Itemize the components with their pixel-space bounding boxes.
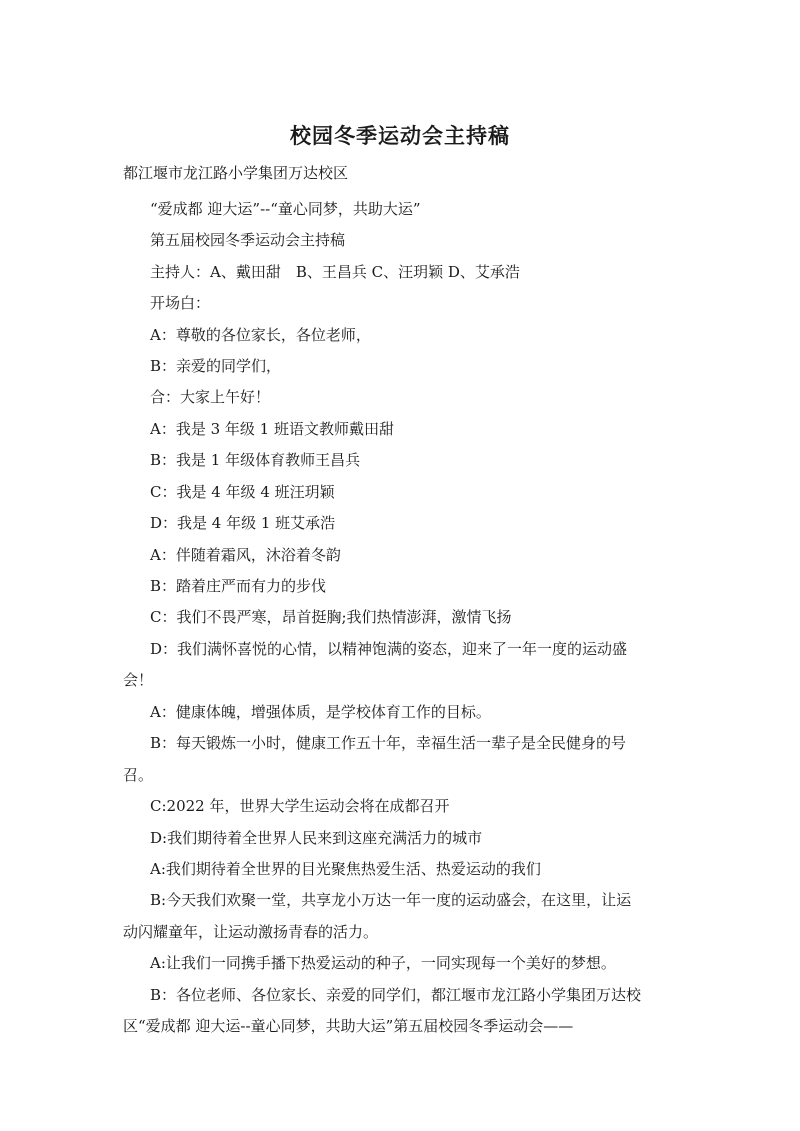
paragraph-line: A：健康体魄，增强体质，是学校体育工作的目标。 [150, 703, 491, 721]
paragraph-line: D：我是 4 年级 1 班艾承浩 [150, 514, 336, 532]
paragraph-line: B：亲爱的同学们， [150, 357, 282, 375]
paragraph-line: A：伴随着霜风，沐浴着冬韵 [150, 546, 341, 564]
paragraph-line: C:2022 年，世界大学生运动会将在成都召开 [150, 797, 450, 815]
paragraph-line: B：踏着庄严而有力的步伐 [150, 577, 327, 595]
paragraph-line: 第五届校园冬季运动会主持稿 [150, 231, 346, 249]
paragraph-line: A:我们期待着全世界的目光聚焦热爱生活、热爱运动的我们 [150, 860, 541, 878]
paragraph-line: B:今天我们欢聚一堂，共享龙小万达一年一度的运动盛会，在这里，让运 [150, 891, 632, 909]
paragraph-line: 合：大家上午好！ [150, 388, 271, 406]
document-title: 校园冬季运动会主持稿 [290, 124, 510, 148]
paragraph-line: C：我们不畏严寒，昂首挺胸;我们热情澎湃，激情飞扬 [150, 608, 512, 626]
paragraph-line: 召。 [123, 766, 154, 784]
paragraph-line: B：我是 1 年级体育教师王昌兵 [150, 451, 361, 469]
paragraph-line: 区“爱成都 迎大运--童心同梦，共助大运”第五届校园冬季运动会—— [123, 1017, 574, 1035]
paragraph-line: C：我是 4 年级 4 班汪玥颖 [150, 483, 335, 501]
paragraph-line: D:我们期待着全世界人民来到这座充满活力的城市 [150, 829, 483, 847]
paragraph-line: 都江堰市龙江路小学集团万达校区 [123, 164, 349, 182]
paragraph-line: A：尊敬的各位家长，各位老师， [150, 326, 371, 344]
paragraph-line: 动闪耀童年，让运动激扬青春的活力。 [123, 923, 379, 941]
paragraph-line: B：每天锻炼一小时，健康工作五十年，幸福生活一辈子是全民健身的号 [150, 734, 627, 752]
paragraph-line: 会！ [123, 671, 154, 689]
paragraph-line: B：各位老师、各位家长、亲爱的同学们，都江堰市龙江路小学集团万达校 [150, 986, 642, 1004]
paragraph-line: A:让我们一同携手播下热爱运动的种子，一同实现每一个美好的梦想。 [150, 954, 616, 972]
paragraph-line: D：我们满怀喜悦的心情，以精神饱满的姿态，迎来了一年一度的运动盛 [150, 640, 628, 658]
paragraph-line: “爱成都 迎大运”--“童心同梦，共助大运” [150, 200, 421, 218]
paragraph-line: 开场白： [150, 294, 211, 312]
paragraph-line: A：我是 3 年级 1 班语文教师戴田甜 [150, 420, 394, 438]
paragraph-line: 主持人：A、戴田甜 B、王昌兵 C、汪玥颖 D、艾承浩 [150, 263, 520, 281]
